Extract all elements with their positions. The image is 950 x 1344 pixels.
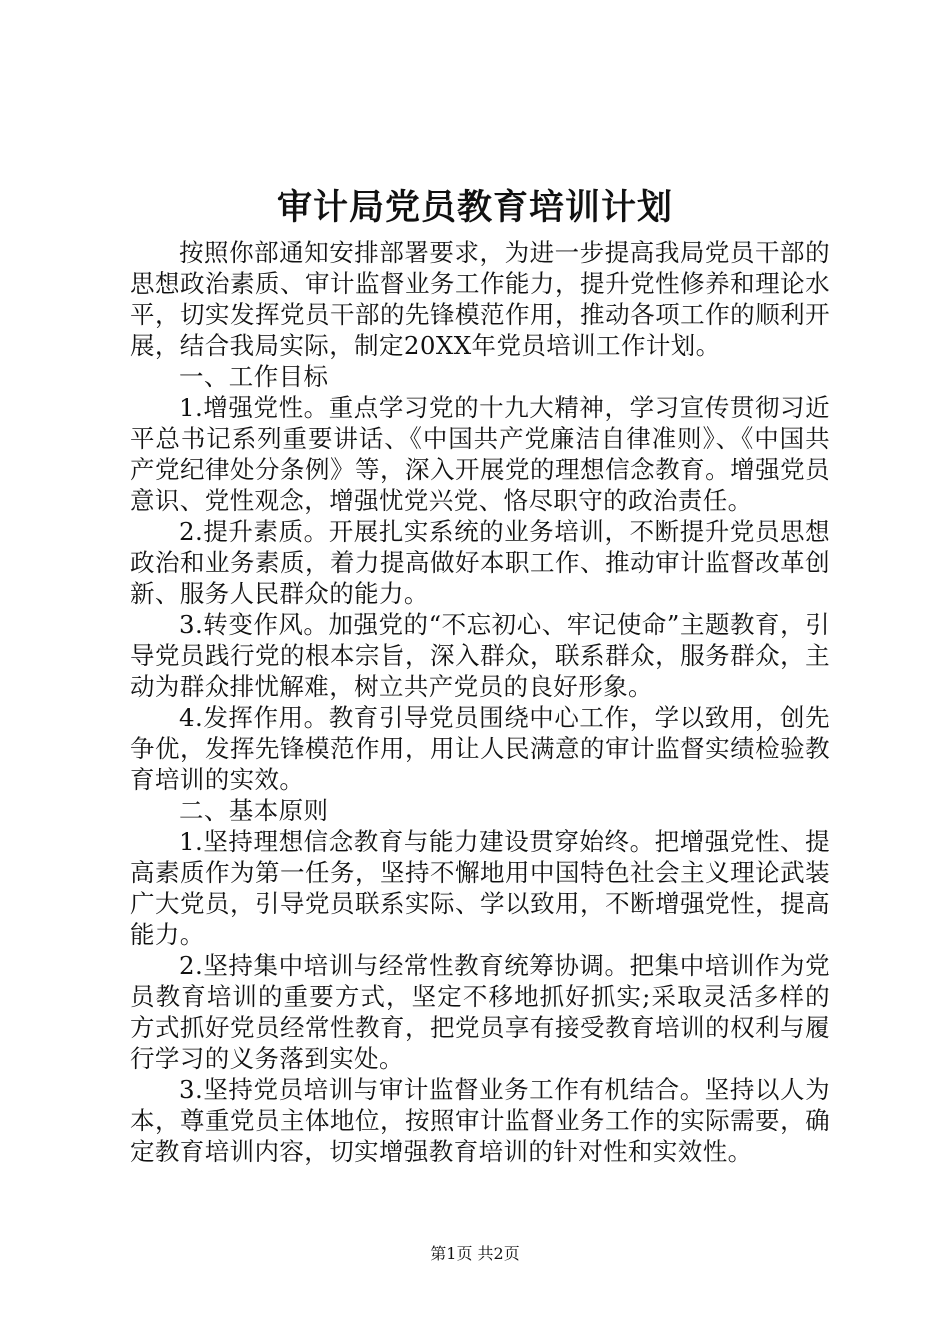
goal-item-3: 3.转变作风。加强党的“不忘初心、牢记使命”主题教育，引导党员践行党的根本宗旨，深入群众，联系群众，服务群众，主动为群众排忧解难，树立共产党员的良好形象。 — [130, 610, 830, 701]
intro-paragraph: 按照你部通知安排部署要求，为进一步提高我局党员干部的思想政治素质、审计监督业务工作能力，提升党性修养和理论水平，切实发挥党员干部的先锋模范作用，推动各项工作的顺利开展，结合我局实际，制定20XX年党员培训工作计划。 — [130, 238, 830, 360]
document-title: 审计局党员教育培训计划 — [276, 187, 673, 228]
document-body — [130, 237, 830, 1167]
section-heading-work-goals: 一、工作目标 — [179, 362, 329, 391]
principle-item-2: 2.坚持集中培训与经常性教育统筹协调。把集中培训作为党员教育培训的重要方式，坚定不移地抓好抓实;采取灵活多样的方式抓好党员经常性教育，把党员享有接受教育培训的权利与履行学习的义务落到实处。 — [130, 951, 830, 1073]
principle-item-1: 1.坚持理想信念教育与能力建设贯穿始终。把增强党性、提高素质作为第一任务，坚持不懈地用中国特色社会主义理论武装广大党员，引导党员联系实际、学以致用，不断增强党性，提高能力。 — [130, 827, 830, 949]
principle-item-3: 3.坚持党员培训与审计监督业务工作有机结合。坚持以人为本，尊重党员主体地位，按照审计监督业务工作的实际需要，确定教育培训内容，切实增强教育培训的针对性和实效性。 — [130, 1075, 830, 1166]
goal-item-4: 4.发挥作用。教育引导党员围绕中心工作，学以致用，创先争优，发挥先锋模范作用，用让人民满意的审计监督实绩检验教育培训的实效。 — [130, 703, 830, 794]
page-number-footer: 第1页 共2页 — [430, 1244, 520, 1263]
goal-item-2: 2.提升素质。开展扎实系统的业务培训，不断提升党员思想政治和业务素质，着力提高做好本职工作、推动审计监督改革创新、服务人民群众的能力。 — [130, 517, 830, 608]
section-heading-basic-principles: 二、基本原则 — [179, 796, 329, 825]
goal-item-1: 1.增强党性。重点学习党的十九大精神，学习宣传贯彻习近平总书记系列重要讲话、《中国共产党廉洁自律准则》、《中国共产党纪律处分条例》等，深入开展党的理想信念教育。增强党员意识、党性观念，增强忧党兴党、恪尽职守的政治责任。 — [130, 393, 830, 515]
